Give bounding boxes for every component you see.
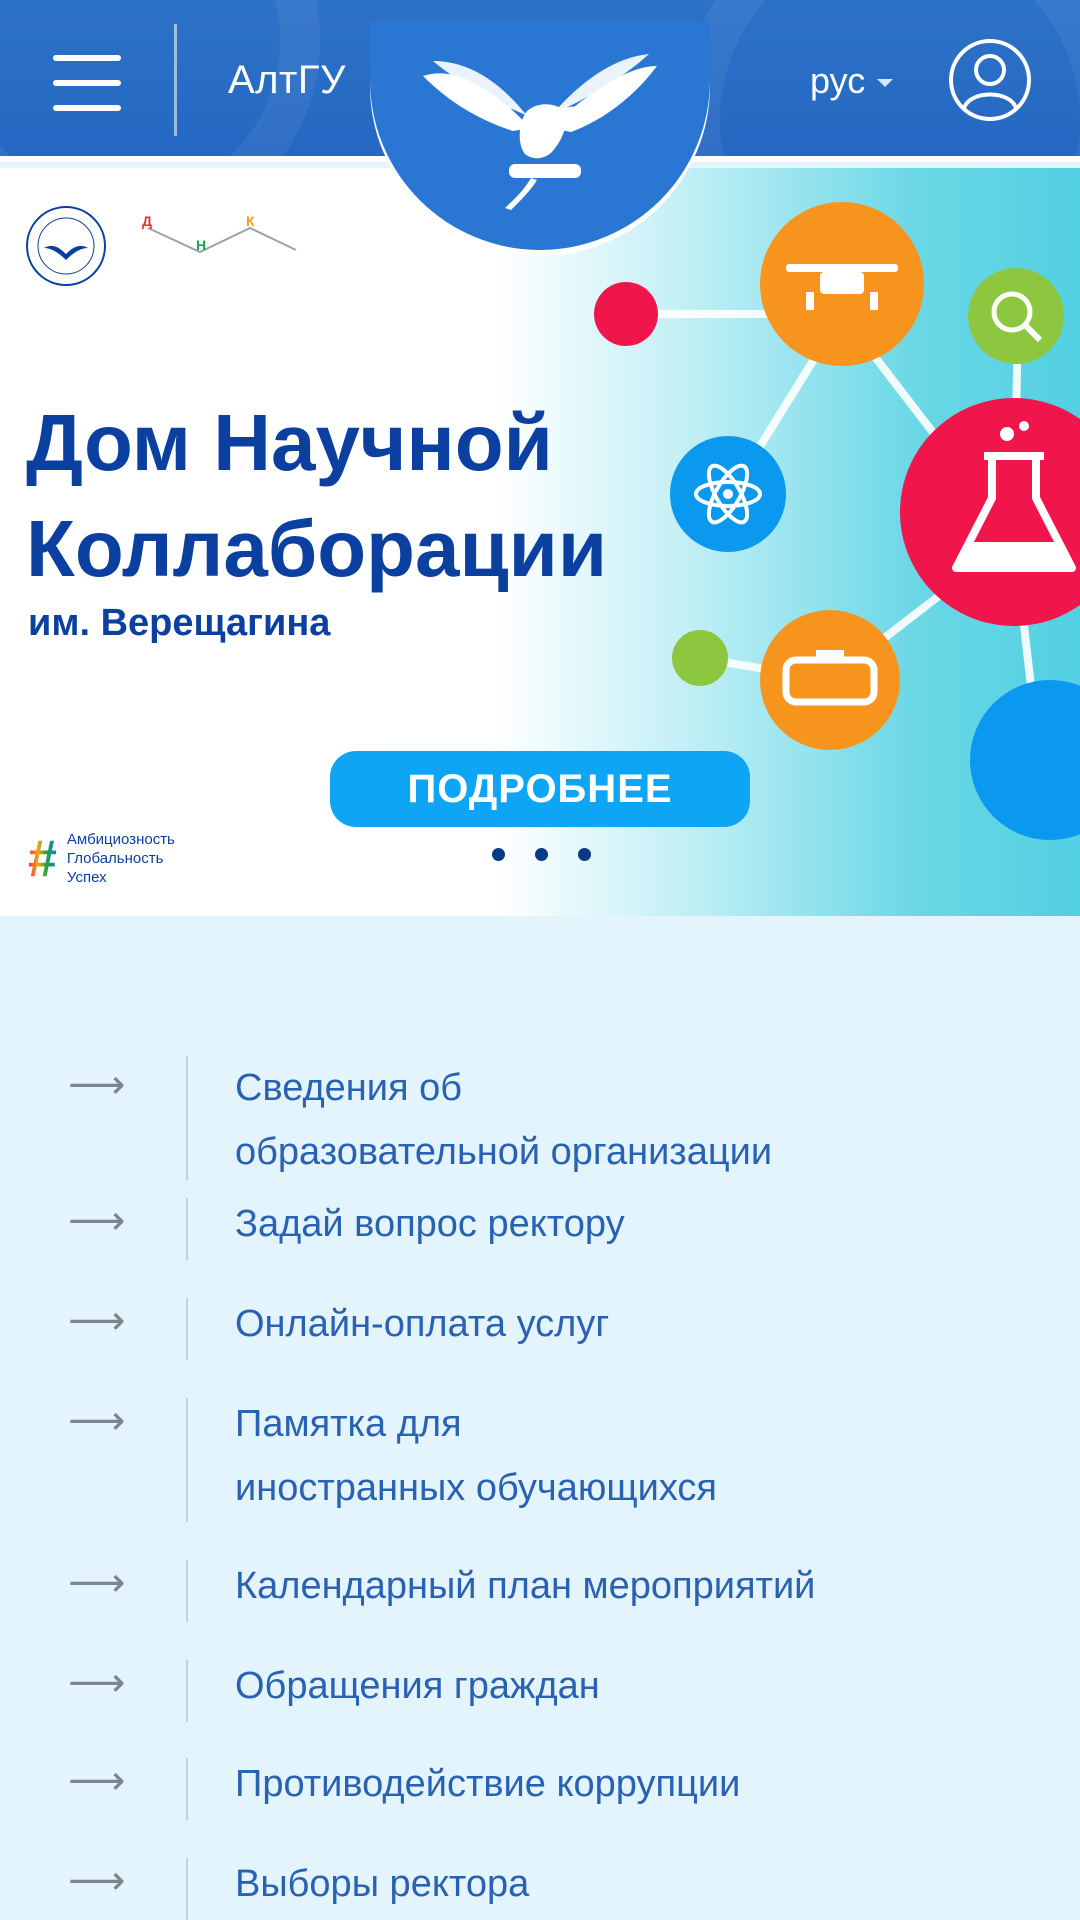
flask-icon <box>900 398 1080 626</box>
list-divider <box>186 1398 188 1522</box>
list-item-label[interactable]: Обращения граждан <box>235 1665 600 1707</box>
banner-title-line: Дом Научной <box>26 398 553 487</box>
caret-down-icon <box>877 79 893 87</box>
list-item-label[interactable] <box>235 1056 1055 1184</box>
list-divider <box>186 1560 188 1622</box>
arrow-right-icon: ⟶ <box>68 1661 126 1705</box>
list-item[interactable] <box>0 1858 1080 1920</box>
arrow-right-icon: ⟶ <box>68 1199 126 1243</box>
list-item[interactable] <box>0 1758 1080 1822</box>
banner-subtitle: им. Верещагина <box>28 602 331 644</box>
header-divider <box>174 24 177 136</box>
more-button[interactable]: ПОДРОБНЕЕ <box>330 751 750 827</box>
dnk-letter: Д <box>142 216 152 229</box>
carousel-dot[interactable] <box>535 848 548 861</box>
list-item-label[interactable]: Выборы ректора <box>235 1863 530 1905</box>
arrow-right-icon: ⟶ <box>68 1063 126 1107</box>
dnk-letter: Н <box>196 237 207 253</box>
carousel-dot[interactable] <box>578 848 591 861</box>
list-item-label-line: образовательной организации <box>235 1131 773 1173</box>
carousel-dot[interactable] <box>492 848 505 861</box>
list-divider <box>186 1660 188 1722</box>
university-logo[interactable] <box>370 22 710 250</box>
arrow-right-icon: ⟶ <box>68 1299 126 1343</box>
language-selector[interactable] <box>810 60 893 102</box>
user-icon[interactable] <box>948 38 1032 122</box>
list-item-label[interactable]: Онлайн-оплата услуг <box>235 1303 610 1345</box>
vr-goggles-icon <box>760 610 900 750</box>
dnk-logo <box>140 216 300 276</box>
search-leaf-icon <box>968 268 1064 364</box>
hashtag-icon: # <box>28 829 57 888</box>
list-item[interactable] <box>0 1038 1080 1173</box>
list-divider <box>186 1198 188 1260</box>
list-item[interactable] <box>0 1398 1080 1528</box>
list-divider <box>186 1758 188 1820</box>
arrow-right-icon: ⟶ <box>68 1399 126 1443</box>
list-divider <box>186 1298 188 1360</box>
arrow-right-icon: ⟶ <box>68 1561 126 1605</box>
site-header <box>0 0 1080 162</box>
list-item[interactable] <box>0 1560 1080 1624</box>
list-item-label-line: Памятка для <box>235 1403 462 1445</box>
list-item-label-line: Сведения об <box>235 1067 463 1109</box>
banner-title-line: Коллаборации <box>26 504 608 593</box>
slogan <box>28 830 175 887</box>
list-item-label[interactable] <box>235 1392 1055 1520</box>
list-item-label[interactable]: Задай вопрос ректору <box>235 1203 625 1245</box>
slogan-line: Успех <box>66 869 107 886</box>
list-item[interactable] <box>0 1198 1080 1262</box>
arrow-right-icon: ⟶ <box>68 1859 126 1903</box>
arrow-right-icon: ⟶ <box>68 1759 126 1803</box>
banner-title <box>26 390 607 602</box>
list-item-label-line: иностранных обучающихся <box>235 1467 717 1509</box>
menu-button[interactable] <box>53 55 121 111</box>
list-divider <box>186 1056 188 1180</box>
slogan-line: Глобальность <box>66 850 164 867</box>
list-item[interactable] <box>0 1298 1080 1362</box>
eagle-icon <box>413 36 667 216</box>
carousel-dots <box>492 848 591 861</box>
language-label: рус <box>810 60 866 101</box>
list-item-label[interactable]: Календарный план мероприятий <box>235 1565 816 1607</box>
list-item[interactable] <box>0 1660 1080 1724</box>
university-seal-icon <box>24 204 108 288</box>
hamburger-icon <box>53 55 121 61</box>
slogan-line: Амбициозность <box>66 831 175 848</box>
list-divider <box>186 1858 188 1920</box>
dnk-letter: К <box>246 216 255 229</box>
brand-name[interactable]: АлтГУ <box>228 58 346 102</box>
list-item-label[interactable]: Противодействие коррупции <box>235 1763 741 1805</box>
promo-banner[interactable] <box>0 168 1080 916</box>
